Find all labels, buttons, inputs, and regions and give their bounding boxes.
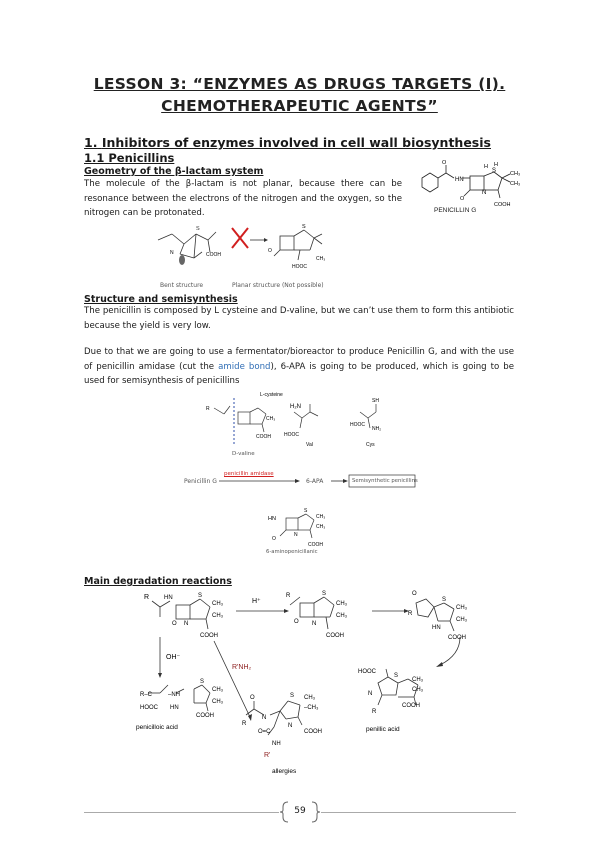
allergies-label: allergies bbox=[272, 768, 297, 775]
svg-text:R: R bbox=[408, 611, 413, 617]
footer-rule-left bbox=[84, 812, 279, 813]
svg-text:O: O bbox=[294, 619, 299, 625]
svg-text:COOH: COOH bbox=[196, 713, 214, 719]
footer-rule-right bbox=[321, 812, 516, 813]
svg-text:S: S bbox=[322, 591, 327, 597]
flow-penicillin-g: Penicillin G bbox=[184, 478, 217, 485]
svg-text:CH₃: CH₃ bbox=[212, 613, 224, 619]
svg-text:HN: HN bbox=[455, 177, 464, 183]
subsection-heading: 1.1 Penicillins bbox=[84, 151, 175, 165]
svg-text:HOOC: HOOC bbox=[350, 422, 365, 428]
svg-text:HN: HN bbox=[268, 516, 276, 522]
svg-text:N: N bbox=[170, 250, 174, 256]
val-label: Val bbox=[306, 442, 313, 448]
svg-text:O: O bbox=[250, 695, 255, 701]
section-title: Inhibitors of enzymes involved in cell wall biosynthesis bbox=[101, 135, 491, 150]
structure-paragraph-2 bbox=[84, 345, 514, 389]
svg-text:COOH: COOH bbox=[308, 542, 323, 548]
svg-text:HOOC: HOOC bbox=[140, 705, 158, 711]
svg-text:COOH: COOH bbox=[448, 635, 466, 641]
svg-text:R': R' bbox=[264, 752, 271, 759]
svg-text:CH₃: CH₃ bbox=[316, 514, 326, 520]
svg-text:CH₃: CH₃ bbox=[212, 601, 224, 607]
flow-semisynthetic: Semisynthetic penicillins bbox=[352, 478, 418, 484]
svg-text:COOH: COOH bbox=[200, 633, 218, 639]
svg-text:O=C: O=C bbox=[258, 729, 271, 735]
flow-enzyme-label: penicillin amidase bbox=[224, 471, 274, 477]
degradation-heading: Main degradation reactions bbox=[84, 576, 232, 587]
svg-text:CH₃: CH₃ bbox=[336, 601, 348, 607]
svg-text:NH₂: NH₂ bbox=[372, 426, 382, 432]
section-heading bbox=[84, 135, 491, 150]
geometry-paragraph: The molecule of the β-lactam is not planar, because there can be resonance between the electrons of the nitrogen and the oxygen, so the nitrogen can be protonated. bbox=[84, 179, 402, 218]
svg-text:R: R bbox=[286, 593, 291, 599]
structure-heading: Structure and semisynthesis bbox=[84, 294, 238, 305]
flow-6apa: 6-APA bbox=[306, 478, 324, 485]
six-apa-structure bbox=[268, 506, 348, 550]
svg-text:N: N bbox=[288, 723, 293, 729]
penillic-acid-label: penillic acid bbox=[366, 726, 400, 733]
svg-text:HOOC: HOOC bbox=[358, 669, 376, 675]
svg-text:COOH: COOH bbox=[256, 434, 271, 440]
svg-text:R–C: R–C bbox=[140, 692, 153, 698]
svg-text:S: S bbox=[302, 224, 306, 230]
svg-text:HN: HN bbox=[164, 595, 173, 601]
svg-text:CH₃: CH₃ bbox=[510, 171, 521, 177]
svg-text:S: S bbox=[290, 693, 295, 699]
svg-text:CH₃: CH₃ bbox=[336, 613, 348, 619]
svg-text:CH₃: CH₃ bbox=[212, 687, 224, 693]
svg-text:O: O bbox=[268, 248, 272, 254]
svg-text:CH₃: CH₃ bbox=[510, 181, 521, 187]
svg-text:N: N bbox=[368, 691, 373, 697]
bent-structure-caption: Bent structure bbox=[160, 282, 204, 289]
svg-text:S: S bbox=[442, 597, 447, 603]
svg-text:CH₃: CH₃ bbox=[316, 524, 326, 530]
svg-text:HN: HN bbox=[170, 705, 179, 711]
svg-text:N: N bbox=[312, 621, 317, 627]
svg-text:COOH: COOH bbox=[206, 252, 221, 258]
svg-text:O: O bbox=[172, 621, 177, 627]
d-valine-label: D-valine bbox=[232, 451, 255, 457]
paragraph-2-part-b: ), 6-APA is going to be produced, which is going to be used for semisynthesis of penicillins bbox=[84, 361, 514, 386]
structure-paragraph-1: The penicillin is composed by L cysteine and D-valine, but we can’t use them to form this antibiotic because the yield is very low. bbox=[84, 306, 514, 331]
penicillin-building-blocks bbox=[200, 392, 400, 458]
reagent-oh-minus: OH⁻ bbox=[166, 654, 181, 661]
svg-text:N: N bbox=[294, 532, 298, 538]
penicillin-g-label: PENICILLIN G bbox=[434, 207, 477, 214]
svg-text:HOOC: HOOC bbox=[292, 264, 307, 270]
cys-label: Cys bbox=[366, 442, 375, 448]
reagent-h-plus: H⁺ bbox=[252, 598, 261, 605]
paragraph-2-part-a: Due to that we are going to use a fermentator/bioreactor to produce Penicillin G, and with the use of penicillin amidase (cut the bbox=[84, 347, 514, 372]
svg-text:O: O bbox=[272, 536, 276, 542]
svg-text:CH₃: CH₃ bbox=[266, 416, 276, 422]
geometry-heading: Geometry of the β-lactam system bbox=[84, 166, 264, 177]
penicilloic-acid-label: penicilloic acid bbox=[136, 724, 178, 731]
svg-text:N: N bbox=[262, 715, 267, 721]
page-title-line-1: LESSON 3: “ENZYMES AS DRUGS TARGETS (I). bbox=[93, 75, 506, 93]
svg-text:S: S bbox=[200, 679, 205, 685]
svg-text:COOH: COOH bbox=[402, 703, 420, 709]
svg-text:O: O bbox=[412, 591, 417, 597]
svg-text:CH₃: CH₃ bbox=[456, 617, 468, 623]
svg-text:S: S bbox=[198, 593, 203, 599]
svg-text:–NH: –NH bbox=[168, 692, 181, 698]
svg-text:HN: HN bbox=[432, 625, 441, 631]
svg-text:N: N bbox=[482, 190, 487, 196]
svg-text:L-cysteine: L-cysteine bbox=[260, 392, 283, 398]
svg-text:S: S bbox=[304, 508, 308, 514]
section-number: 1. bbox=[84, 135, 98, 150]
svg-text:S: S bbox=[394, 673, 399, 679]
svg-text:COOH: COOH bbox=[326, 633, 344, 639]
svg-text:O: O bbox=[460, 196, 465, 202]
page-number-box bbox=[280, 801, 320, 823]
amide-bond-term: amide bond bbox=[218, 361, 271, 372]
svg-text:COOH: COOH bbox=[494, 202, 511, 208]
core-caption: 6-aminopenicillanic bbox=[266, 549, 318, 555]
svg-text:R: R bbox=[372, 709, 377, 715]
svg-text:COOH: COOH bbox=[304, 729, 322, 735]
reagent-amine: R'NH₂ bbox=[232, 664, 252, 671]
svg-text:R: R bbox=[144, 594, 150, 601]
svg-text:O: O bbox=[442, 160, 447, 166]
svg-text:H₂N: H₂N bbox=[290, 404, 301, 410]
page-number: 59 bbox=[294, 806, 306, 816]
svg-text:HOOC: HOOC bbox=[284, 432, 299, 438]
svg-text:CH₃: CH₃ bbox=[304, 695, 316, 701]
svg-text:SH: SH bbox=[372, 398, 379, 404]
svg-text:CH₃: CH₃ bbox=[412, 677, 424, 683]
page-title-line-2: CHEMOTHERAPEUTIC AGENTS” bbox=[161, 97, 438, 115]
svg-text:NH: NH bbox=[272, 741, 281, 747]
svg-text:N: N bbox=[184, 621, 189, 627]
svg-text:H: H bbox=[484, 164, 488, 170]
svg-text:CH₃: CH₃ bbox=[316, 256, 326, 262]
planar-structure-caption: Planar structure (Not possible) bbox=[232, 282, 324, 289]
svg-text:H: H bbox=[494, 162, 498, 168]
svg-text:R: R bbox=[206, 406, 210, 412]
svg-text:CH₃: CH₃ bbox=[212, 699, 224, 705]
degradation-scheme bbox=[136, 585, 520, 775]
bent-vs-planar-structures bbox=[150, 222, 360, 282]
svg-text:S: S bbox=[492, 168, 497, 174]
svg-text:CH₃: CH₃ bbox=[456, 605, 468, 611]
svg-text:R: R bbox=[242, 721, 247, 727]
svg-text:CH₃: CH₃ bbox=[412, 687, 424, 693]
svg-text:–CH₃: –CH₃ bbox=[304, 705, 319, 711]
svg-text:S: S bbox=[196, 226, 200, 232]
